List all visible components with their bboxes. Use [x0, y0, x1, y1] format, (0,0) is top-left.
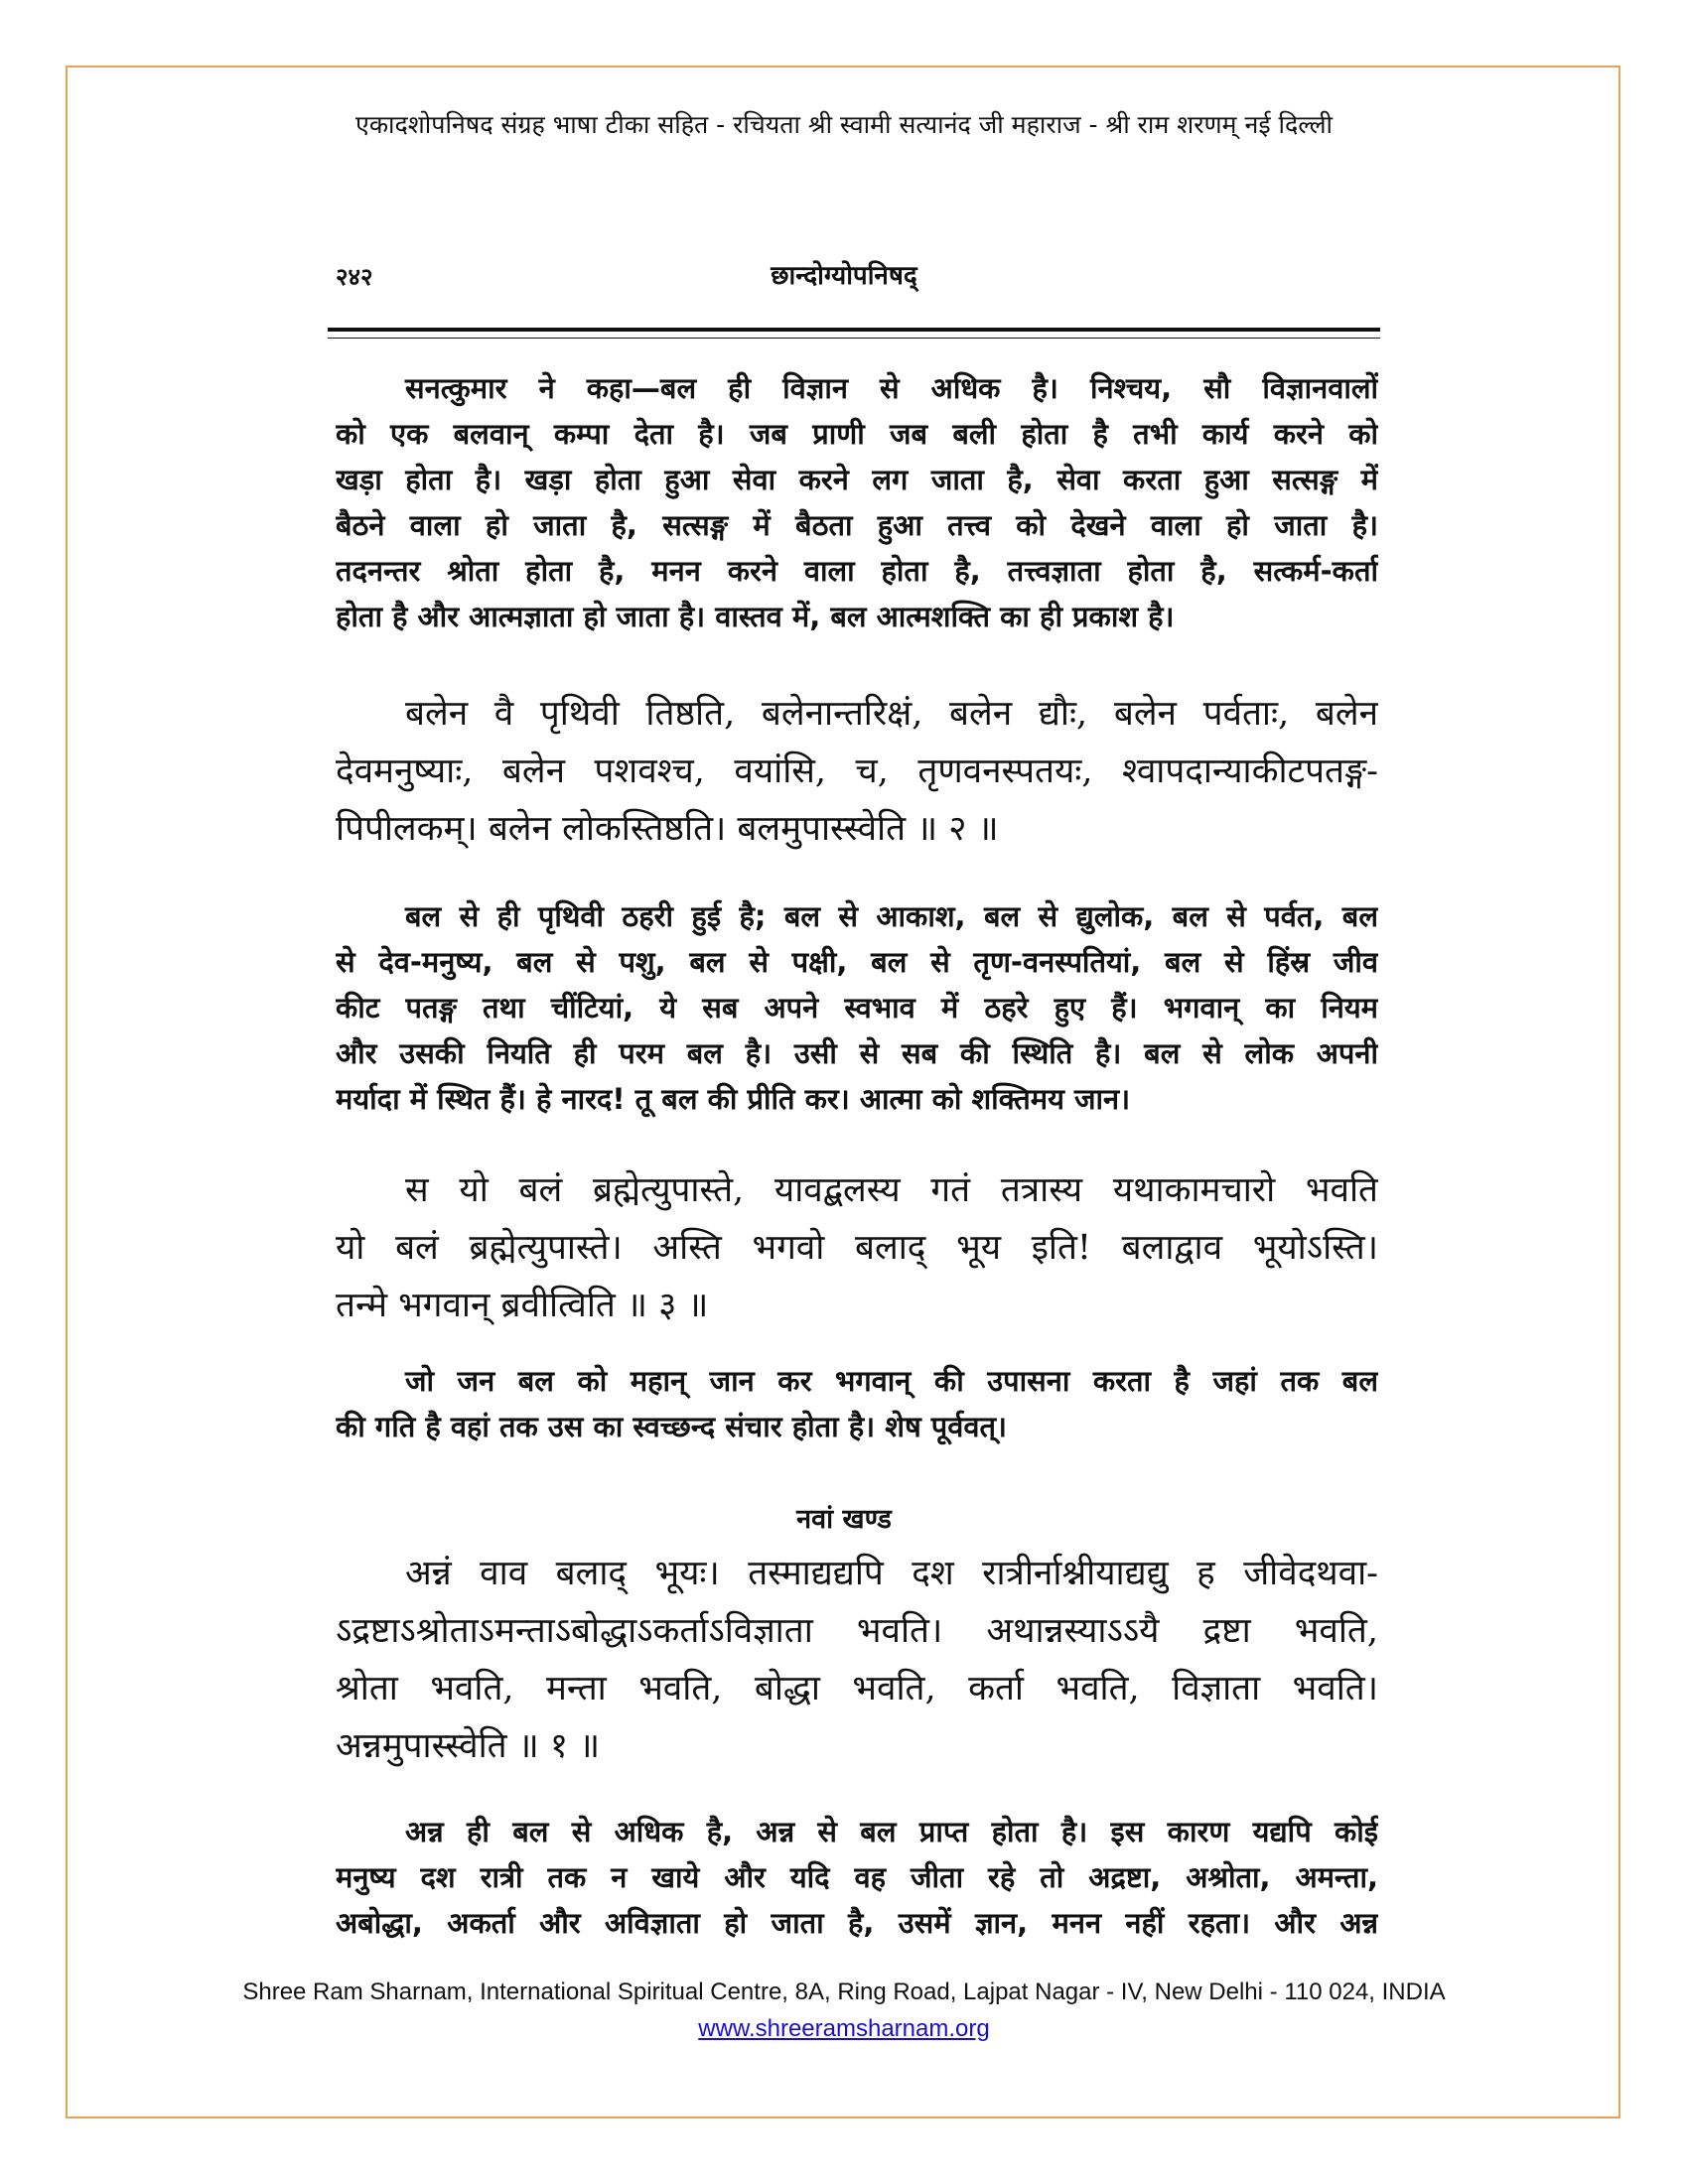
text-line: सनत्कुमार ने कहा—बल ही विज्ञान से अधिक है। निश्चय, सौ विज्ञानवालों	[405, 371, 1378, 405]
verse-line: देवमनुष्याः, बलेन पशवश्च, वयांसि, च, तृणवनस्पतयः, श्वापदान्याकीटपतङ्ग-	[336, 751, 1378, 791]
text-line: को एक बलवान् कम्पा देता है। जब प्राणी जब बली होता है तभी कार्य करने को	[336, 417, 1378, 451]
text-line: की गति है वहां तक उस का स्वच्छन्द संचार होता है। शेष पूर्ववत्।	[336, 1410, 1008, 1443]
verse-line: स यो बलं ब्रह्मेत्युपास्ते, यावद्बलस्य गतं तत्रास्य यथाकामचारो भवति	[405, 1170, 1378, 1210]
text-line: और उसकी नियति ही परम बल है। उसी से सब की स्थिति है। बल से लोक अपनी	[336, 1036, 1378, 1070]
commentary-paragraph-1	[336, 365, 1378, 639]
verse-line: तन्मे भगवान् ब्रवीत्विति ॥ ३ ॥	[336, 1286, 709, 1325]
text-line: तदनन्तर श्रोता होता है, मनन करने वाला होता है, तत्त्वज्ञाता होता है, सत्कर्म-कर्ता	[336, 554, 1378, 588]
footer-address: Shree Ram Sharnam, International Spiritual Centre, 8A, Ring Road, Lajpat Nagar - IV, New Delhi - 110 024, INDIA	[242, 1979, 1446, 2005]
running-head: छान्दोग्योपनिषद्	[771, 261, 917, 291]
text-line: से देव-मनुष्य, बल से पशु, बल से पक्षी, बल से तृण-वनस्पतियां, बल से हिंस्र जीव	[336, 945, 1378, 979]
text-line: मर्यादा में स्थित हैं। हे नारद! तू बल की प्रीति कर। आत्मा को शक्तिमय जान।	[336, 1082, 1131, 1116]
verse-line: श्रोता भवति, मन्ता भवति, बोद्धा भवति, कर्ता भवति, विज्ञाता भवति।	[336, 1669, 1378, 1708]
top-banner: एकादशोपनिषद संग्रह भाषा टीका सहित - रचियता श्री स्वामी सत्यानंद जी महाराज - श्री राम शरणम् नई दिल्ली	[355, 110, 1333, 139]
text-line: जो जन बल को महान् जान कर भगवान् की उपासना करता है जहां तक बल	[405, 1364, 1378, 1398]
verse-line: यो बलं ब्रह्मेत्युपास्ते। अस्ति भगवो बलाद् भूय इति! बलाद्वाव भूयोऽस्ति।	[336, 1228, 1378, 1268]
verse-line: पिपीलकम्। बलेन लोकस्तिष्ठति। बलमुपास्स्वेति ॥ २ ॥	[336, 809, 999, 849]
page-number: २४२	[336, 262, 373, 291]
verse-line: ऽद्रष्टाऽश्रोताऽमन्ताऽबोद्धाऽकर्ताऽविज्ञाता भवति। अथान्नस्याऽऽयै द्रष्टा भवति,	[336, 1611, 1378, 1651]
verse-line: अन्नमुपास्स्वेति ॥ १ ॥	[336, 1726, 601, 1766]
text-line: मनुष्य दश रात्री तक न खाये और यदि वह जीता रहे तो अद्रष्टा, अश्रोता, अमन्ता,	[336, 1860, 1378, 1894]
sanskrit-verse-9-1	[336, 1545, 1378, 1775]
sanskrit-verse-2	[336, 685, 1378, 858]
commentary-paragraph-4	[336, 1809, 1378, 1946]
footer-website-link[interactable]: www.shreeramsharnam.org	[698, 2015, 990, 2042]
text-line: खड़ा होता है। खड़ा होता हुआ सेवा करने लग जाता है, सेवा करता हुआ सत्सङ्ग में	[336, 463, 1378, 496]
section-heading: नवां खण्ड	[796, 1504, 892, 1535]
verse-line: बलेन वै पृथिवी तिष्ठति, बलेनान्तरिक्षं, बलेन द्यौः, बलेन पर्वताः, बलेन	[405, 694, 1378, 734]
header-rule-thin	[328, 338, 1380, 339]
text-line: कीट पतङ्ग तथा चींटियां, ये सब अपने स्वभाव में ठहरे हुए हैं। भगवान् का नियम	[336, 991, 1378, 1024]
sanskrit-verse-3	[336, 1161, 1378, 1334]
text-line: अबोद्धा, अकर्ता और अविज्ञाता हो जाता है, उसमें ज्ञान, मनन नहीं रहता। और अन्न	[336, 1906, 1378, 1940]
commentary-paragraph-2	[336, 893, 1378, 1122]
header-rule-thick	[328, 328, 1380, 332]
text-line: बैठने वाला हो जाता है, सत्सङ्ग में बैठता हुआ तत्त्व को देखने वाला हो जाता है।	[336, 508, 1378, 542]
text-line: बल से ही पृथिवी ठहरी हुई है; बल से आकाश, बल से द्युलोक, बल से पर्वत, बल	[405, 899, 1378, 933]
commentary-paragraph-3	[336, 1358, 1378, 1449]
verse-line: अन्नं वाव बलाद् भूयः। तस्माद्यद्यपि दश रात्रीर्नाश्नीयाद्यद्यु ह जीवेदथवा-	[405, 1554, 1378, 1593]
text-line: अन्न ही बल से अधिक है, अन्न से बल प्राप्त होता है। इस कारण यद्यपि कोई	[405, 1815, 1378, 1848]
text-line: होता है और आत्मज्ञाता हो जाता है। वास्तव में, बल आत्मशक्ति का ही प्रकाश है।	[336, 600, 1175, 633]
